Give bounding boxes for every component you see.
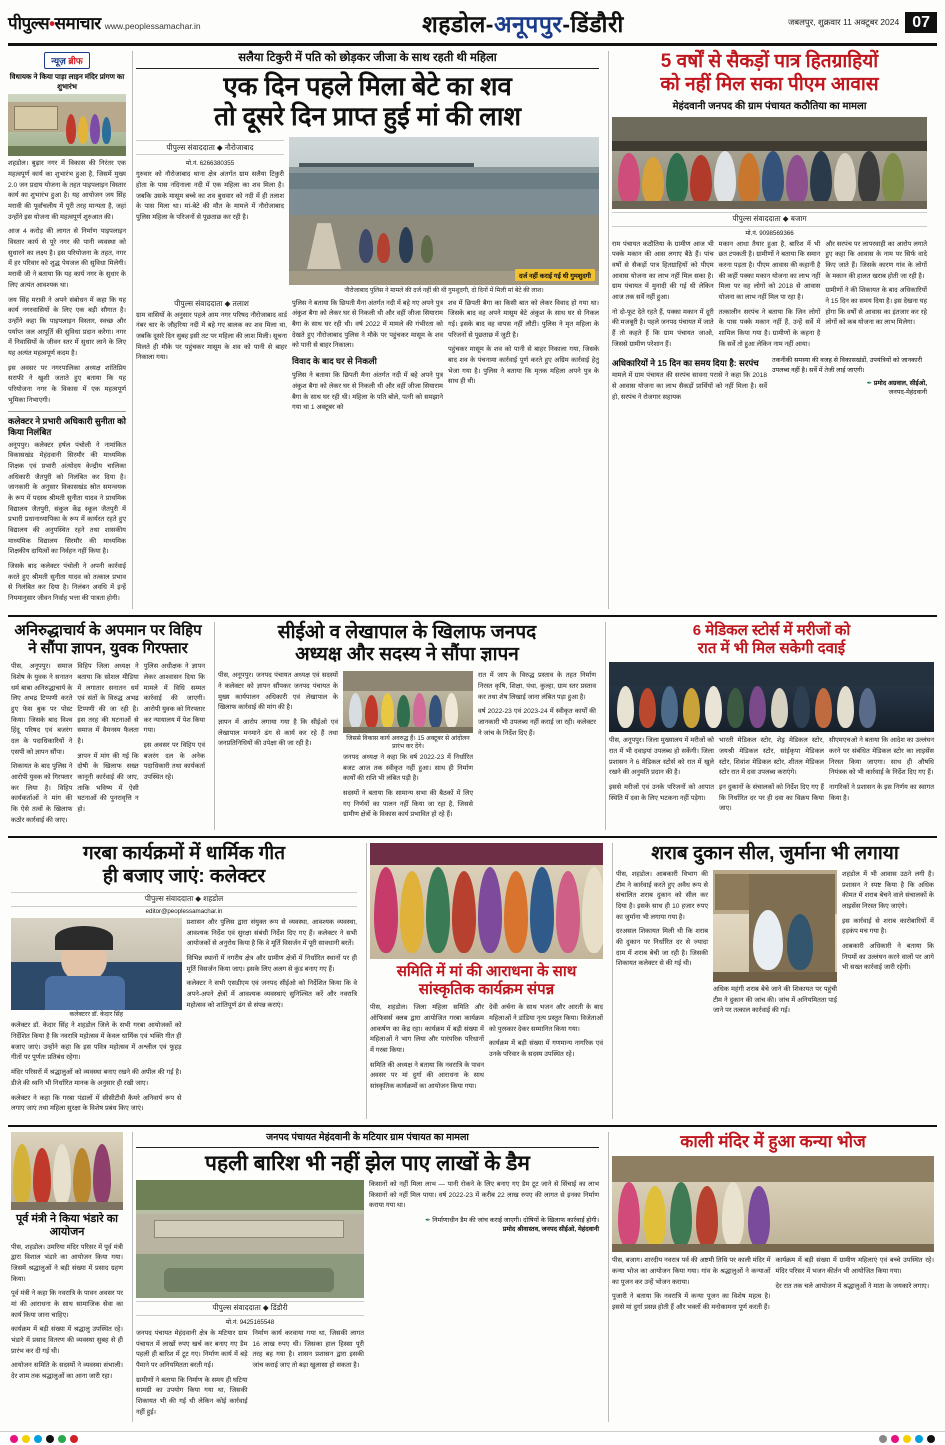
third-band xyxy=(8,843,937,1119)
page-number: 07 xyxy=(905,12,937,34)
news-brief-badge xyxy=(44,52,90,69)
dam-para: निर्माण कार्य करवाया गया था, जिसकी लागत 16 लाख रुपए थी। जिसका हाल हिस्सा पूरी तरह बह गया है। शासन प्रशासन द्वारा इसकी जांच कराई जाए तो बड़ा खुलासा हो सकता है। xyxy=(252,1329,364,1369)
registration-dot-yellow-2 xyxy=(903,1435,911,1443)
dam-mobile: मो.नं. 9425165548 xyxy=(225,1318,275,1326)
lead-para: पहुंचकर मासूम के शव को पानी से बाहर निकाला गया, जिसके बाद शव के पंचनामा कार्रवाई पूर्ण करते हुए अग्रिम कार्रवाई हेतु भेजा गया है। पुलिस ने बताया कि मृतक महिला अपने पुत्र के साथ ही थी। xyxy=(448,346,599,386)
garba-headline-2: ही बजाए जाएं: कलेक्टर xyxy=(102,866,266,888)
sharab-col-2 xyxy=(713,985,837,1017)
vihip-headline-1: अनिरुद्धाचार्य के अपमान पर विहिप xyxy=(14,621,202,639)
medical-para: पीस, अनूपपुर। जिला मुख्यालय में मरीजों को रात में भी दवाइयां उपलब्ध हो सकेंगी। जिला प्रशासन ने 6 मेडिकल स्टोर्स को रात में खुले रखने की अनुमति प्रदान की है। xyxy=(609,737,714,777)
sharab-col-1 xyxy=(616,870,708,1021)
garba-col-1 xyxy=(11,1021,182,1114)
sharab-col-3 xyxy=(842,870,934,1021)
garba-para: कलेक्टर ने सभी एसडीएम एवं जनपद सीईओ को निर्देशित किया कि वे अपने-अपने क्षेत्रों में आवश्यक व्यवस्थाएं सुनिश्चित करें और नवरात्रि महोत्सव को शांतिपूर्ण ढंग से संपन्न कराएं। xyxy=(186,980,357,1009)
garba-para: विभिन्न स्थानों में नगरीय क्षेत्र और ग्रामीण क्षेत्रों में निर्धारित स्थानों पर ही मूर्ति विसर्जन किया जाए। इसके लिए अलग से कुंड बनाए गए हैं। xyxy=(186,954,357,973)
kali-para: देर रात तक चले आयोजन में श्रद्धालुओं ने माता के जयकारे लगाए। xyxy=(775,1282,930,1290)
medical-col-1 xyxy=(609,736,714,819)
logo-dot: • xyxy=(49,14,55,33)
vihip-col-2 xyxy=(77,662,138,830)
pm-awas-para: और सरपंच पर लापरवाही का आरोप लगाते हुए कहा कि आवास के नाम पर सिर्फ वादे किए जाते हैं। जिसके कारण गांव के लोगों के मकान की हालत खराब होती जा रही है। xyxy=(825,240,928,280)
pm-awas-sub-body xyxy=(612,371,767,403)
bhandara-headline: पूर्व मंत्री ने किया भंडारे का आयोजन xyxy=(15,1212,119,1239)
story-sharab xyxy=(612,843,937,1119)
lead-mobile: मो.नं. 6266380355 xyxy=(185,160,235,168)
registration-dot-green xyxy=(58,1435,66,1443)
brief-para: जय सिंह मरावी ने अपने संबोधन में कहा कि यह कार्य नगरवासियों के लिए एक बड़ी सौगात है। उन्होंने कहा कि पाइपलाइन विस्तार, स्वच्छ और पर्याप्त जल आपूर्ति की सुविधा प्रदान करेगा। नगर में निवासियों के जीवन स्तर में सुधार लाने के लिए यह अत्यंत महत्वपूर्ण कदम है। xyxy=(8,296,126,357)
garba-headline-1: गरबा कार्यक्रमों में धार्मिक गीत xyxy=(82,843,286,865)
lead-byline-text: पीपुल्स संवाददाता ◆ नौरोजाबाद xyxy=(166,142,254,152)
story-pm-awas xyxy=(608,51,930,609)
vihip-headline-2: ने सौंपा ज्ञापन, युवक गिरफ्तार xyxy=(28,639,188,657)
registration-dot-magenta-2 xyxy=(891,1435,899,1443)
ceo-photo-caption: जिससे विकास कार्य अवरुद्ध हैं। 15 अक्टूबर से आंदोलन प्रारंभ कर देंगे। xyxy=(346,734,470,750)
lead-headline-line1: एक दिन पहले मिला बेटे का शव xyxy=(223,71,512,102)
sharab-para: आबकारी अधिकारी ने बताया कि नियमों का उल्लंघन करने वालों पर आगे भी सख्त कार्रवाई जारी रहेगी। xyxy=(842,943,934,972)
garba-para: प्रशासन और पुलिस द्वारा संयुक्त रूप से व्यवस्था, आवश्यक व्यवस्था, आवश्यक निर्देश एवं सुरक्षा संबंधी निर्देश दिए गए हैं। कलेक्टर ने सभी आयोजकों से अनुरोध किया है कि वे मूर्ति विसर्जन में पूरी सावधानी बरतें। xyxy=(186,918,357,948)
pm-awas-byline-text: पीपुल्स संवाददाता ◆ बजाग xyxy=(732,214,807,224)
lead-para: पुलिस ने बताया कि छिपती मैना अंतर्गत नदी में बहे गए अपने पुत्र अंकुश बैगा को लेकर घर से निकली थी और वहीं जीजा सियाराम बैगा के साथ घर रही थी। वर्ष 2022 में मामले की गंभीरता को देखते हुए नौरोजाबाद पुलिस ने मौके पर पहुंचकर मासूम के शव को पानी से बाहर निकाला। xyxy=(292,299,443,350)
dam-byline xyxy=(136,1301,364,1316)
bhandara-para: पीस, शहडोल। उमरिया मंदिर परिसर में पूर्व मंत्री द्वारा विशाल भंडारे का आयोजन किया गया। जिसमें श्रद्धालुओं ने बड़ी संख्या में प्रसाद ग्रहण किया। xyxy=(11,1243,123,1283)
ceo-headline-2: अध्यक्ष और सदस्य ने सौंपा ज्ञापन xyxy=(295,644,519,666)
dateline: जबलपुर, शुक्रवार 11 अक्टूबर 2024 xyxy=(787,17,900,27)
lead-photo-badge: दर्ज नहीं कराई गई थी गुमशुदगी xyxy=(515,269,595,281)
vihip-col-3 xyxy=(144,662,205,830)
dam-quote-attrib: प्रमोद श्रीवास्तव, जनपद सीईओ, मेहंदवानी xyxy=(502,1226,599,1234)
story-ceo xyxy=(214,622,599,831)
dam-quote-text: निर्माणाधीन डैम की जांच कराई जाएगी। दोषियों के खिलाफ कार्रवाई होगी। xyxy=(432,1216,599,1224)
medical-col-2 xyxy=(719,736,824,819)
kali-col-2 xyxy=(776,1256,935,1317)
masthead-left xyxy=(8,11,258,34)
registration-dot-magenta xyxy=(10,1435,18,1443)
ceo-para: सदस्यों ने बताया कि सामान्य सभा की बैठकों में लिए गए निर्णयों का पालन नहीं किया जा रहा है, जिससे ग्रामीण क्षेत्रों के विकास कार्य प्रभावित हो रहे हैं। xyxy=(343,789,473,819)
pm-awas-col-1 xyxy=(612,240,714,355)
dam-para: ग्रामीणों ने बताया कि निर्माण के समय ही घटिया सामग्री का उपयोग किया गया था, जिसकी शिकायत भी की गई थी लेकिन कोई कार्रवाई नहीं हुई। xyxy=(136,1376,248,1416)
lead-byline-2: पीपुल्स संवाददाता ◆ तलाश xyxy=(174,298,249,308)
vihip-para: पुलिस अधीक्षक ने ज्ञापन लेकर आश्वासन दिया कि मामले में विधि सम्मत कार्रवाई की जाएगी। आरोपी युवक को गिरफ्तार कर न्यायालय में पेश किया गया। xyxy=(143,663,205,735)
lead-para: गुरुवार को नौरोजाबाद थाना क्षेत्र अंतर्गत ग्राम सलैया टिकुरी होता के पास नदिनाला नदी में एक महिला का शव मिला है। जबकि उसके मासूम बच्चे का शव बुधवार को नदी में ही तलाश के पास मिला था। मां-बेटे की मौत के मामले में नौरोजाबाद पुलिस महिला के परिजनों से पूछताछ कर रही है। xyxy=(136,171,284,221)
story-samiti xyxy=(366,843,606,1119)
pen-icon: ✒ xyxy=(425,1216,431,1224)
story-medical xyxy=(605,622,937,831)
pm-awas-para: नो दो-फूट देते रहते हैं, पक्का मकान में दूरी की मजबूरी है। पहले जनपद पंचायत में जाते हैं तो कहते हैं कि ग्राम पंचायत जाओ, जिससे ग्रामीण परेशान हैं। xyxy=(612,308,714,348)
pm-awas-headline-2: को नहीं मिल सका पीएम आवास xyxy=(660,73,879,95)
garba-photo-caption: कलेक्टरर डॉ. केदार सिंह xyxy=(69,1011,124,1019)
dam-col-1 xyxy=(136,1329,248,1422)
dam-byline-text: पीपुल्स संवाददाता ◆ डिंडौरी xyxy=(212,1303,288,1313)
garba-byline-text: पीपुल्स संवाददाता ◆ शहडोल xyxy=(144,894,224,904)
ceo-photo xyxy=(343,671,473,733)
medical-headline-2: रात में भी मिल सकेगी दवाई xyxy=(697,639,846,657)
samiti-headline-1: समिति में मां की आराधना के साथ xyxy=(396,962,577,980)
logo-samachar: समाचार xyxy=(54,14,101,33)
lead-photo-caption: नौरोजाबाद पुलिस ने मामले की दर्ज नहीं की थी गुमशुदगी, दो दिनों में मिली मां बेटे की लाश। xyxy=(344,286,544,294)
website-url[interactable]: www.peoplessamachar.in xyxy=(104,21,201,31)
pm-awas-sign-name: प्रमोद अग्रवाल, सीईओ, xyxy=(873,379,927,387)
garba-para: मंदिर परिसरों में श्रद्धालुओं को व्यवस्था बनाए रखने की अपील की गई है। डीजे की ध्वनि भी निर्धारित मानक के अनुसार ही रखी जाए। xyxy=(11,1069,182,1087)
pm-awas-mobile: मो.नं. 9098569366 xyxy=(745,229,794,237)
sharab-para: अधिक महंगी शराब बेचे जाने की शिकायत पर पहुंची टीम ने दुकान की जांच की। जांच में अनियमितता पाई जाने पर तत्काल कार्रवाई की गई। xyxy=(713,986,837,1015)
pm-awas-para: तत्कालीन सरपंच ने बताया कि जिन लोगों के पास पक्के मकान नहीं हैं, उन्हें सर्वे में शामिल किया गया है। ग्रामीणों के कहना है कि सर्वे तो हुआ लेकिन नाम नहीं आया। xyxy=(718,308,821,348)
masthead-right xyxy=(788,12,937,34)
samiti-headline-2: सांस्कृतिक कार्यक्रम संपन्न xyxy=(418,981,555,999)
ceo-col-3 xyxy=(478,671,596,825)
brief-sub-para: अनूपपुर। कलेक्टर हर्षल पंचोली ने नामांकित विकासखंड मेहंदवानी सिरमौर की माध्यमिक शिक्षक एवं प्रभारी अंत्योदय केन्द्रीय चालिका अधिकारी जैतपुरी को निलंबित कर दिया है। जानकारी के अनुसार विकासखंड स्रोत समन्वयक के रूप में पदस्थ श्रीमती सुनीता यादव ने प्राथमिक विद्यालय जैतपुरी, संकुल केंद्र स्कूल जैतपुरी में प्रभारी प्रधानाध्यापिका के रूप में कार्यरत रहते हुए विद्यालय की अनुपस्थित रहने तथा शासकीय माध्यमिक विद्यालय सिरमौर की माध्यमिक शिक्षकीय दायित्वों का निर्वहन नहीं किया है। xyxy=(8,441,126,556)
edition-part-1: शहडोल- xyxy=(422,10,494,37)
lead-col1 xyxy=(136,170,284,223)
story-vihip xyxy=(8,622,208,831)
garba-email[interactable]: editor@peoplessamachar.in xyxy=(145,907,223,915)
pm-awas-para: ग्रामीणों ने की शिकायत के बाद अधिकारियों ने 15 दिन का समय दिया है। इस देखना यह होगा कि वर्षों से आवास का इंतजार कर रहे लोगों को कब योजना का लाभ मिलेगा। xyxy=(825,287,928,327)
kali-para: पुजारी ने बताया कि नवरात्रि में कन्या पूजन का विशेष महत्व है। इससे मां दुर्गा प्रसन्न होती हैं और भक्तों की मनोकामना पूर्ण करती हैं। xyxy=(612,1293,771,1311)
registration-dot-gray xyxy=(879,1435,887,1443)
pm-awas-subhead: मेहंदवानी जनपद की ग्राम पंचायत कठौतिया का मामला xyxy=(672,100,867,112)
pm-awas-col-3 xyxy=(825,240,927,355)
samiti-col-1 xyxy=(370,1003,484,1096)
pm-awas-quote: तकनीकी समस्या की वजह से विकासखंडों, उपयंत्रियों को जानकारी उपलब्ध नहीं है। सर्वे में तेजी लाई जाएगी। xyxy=(772,357,922,374)
badge-brief-label: ब्रीफ xyxy=(68,56,83,66)
pm-awas-headline-1: 5 वर्षों से सैकड़ों पात्र हितग्राहियों xyxy=(660,51,879,72)
pm-awas-quote-attrib xyxy=(772,379,927,398)
kali-photo xyxy=(612,1156,934,1252)
medical-para: भारती मेडिकल स्टोर, शेड्र मेडिकल स्टोर, जयश्री मेडिकल स्टोर, सांईकृपा मेडिकल स्टोर, शिवांश मेडिकल स्टोर, शीतल मेडिकल स्टोर रात में दवा उपलब्ध कराएंगे। xyxy=(719,737,824,777)
masthead xyxy=(8,6,937,46)
brief-sub-para: जिसके बाद कलेक्टर पंचोली ने अपनी कार्रवाई करते हुए श्रीमती सुनीता यादव को तत्काल प्रभाव से निलंबित कर दिया है। निलंबन अवधि में इन्हें नियमानुसार जीवन निर्वाह भत्ता की पात्रता होगी। xyxy=(8,562,126,602)
ceo-para: रात में जाप के विरुद्ध प्रस्ताव के तहत निर्माण निरस्त कृषि, शिक्षा, पंथा, कुल्हा, ग्राम स्तर प्रस्ताव कर तथा शेष लिखाई जाना लंबित पड़ा हुआ है। xyxy=(478,672,596,701)
kali-para: कार्यक्रम में बड़ी संख्या में ग्रामीण महिलाएं एवं बच्चे उपस्थित रहे। मंदिर परिसर में भजन कीर्तन भी आयोजित किया गया। xyxy=(775,1257,934,1275)
registration-dot-red xyxy=(70,1435,78,1443)
registration-dot-yellow xyxy=(22,1435,30,1443)
samiti-photo xyxy=(370,843,603,959)
bhandara-para: कार्यक्रम में बड़ी संख्या में श्रद्धालु उपस्थित रहे। भंडारे में प्रसाद वितरण की व्यवस्था सुबह से ही प्रारंभ कर दी गई थी। xyxy=(11,1326,123,1355)
registration-dot-black xyxy=(46,1435,54,1443)
vihip-col-1 xyxy=(11,662,72,830)
sharab-para: शहडोल में भी आवास उठने लगी है। प्रशासन ने स्पष्ट किया है कि अधिक कीमत में शराब बेचने वाले संचालकों के लाइसेंस निरस्त किए जाएंगे। xyxy=(842,871,934,911)
lead-col-a xyxy=(136,311,287,364)
garba-byline xyxy=(11,892,357,907)
sharab-para: इस कार्रवाई से शराब कारोबारियों में हड़कंप मच गया है। xyxy=(842,917,934,936)
lead-kicker: सलैया टिकुरी में पति को छोड़कर जीजा के साथ रहती थी महिला xyxy=(136,51,599,69)
dam-col-3 xyxy=(369,1180,599,1212)
pm-awas-sub-para: मामले में ग्राम पंचायत की सरपंच सावना परासे ने कहा कि 2018 से आवास योजना का लाभ सैकड़ों प्रार्थियों को नहीं मिला है। सर्वे हो, सरपंच ने रोजगार सहायक xyxy=(612,372,767,401)
samiti-para: कार्यक्रम में बड़ी संख्या में गणमान्य नागरिक एवं उनके परिवार के सदस्य उपस्थित रहे। xyxy=(489,1040,603,1059)
brief-para: इस अवसर पर नगरपालिका अध्यक्ष शांतिप्रिय सराफी ने खुशी जताते हुए बताया कि यह परियोजना नगर के विकास में एक महत्वपूर्ण भूमिका निभाएगी। xyxy=(8,364,126,404)
news-brief-body xyxy=(8,159,126,406)
lead-para: ग्राम वासियों के अनुसार पहले आम नगर परिषद नौरोजाबाद वार्ड नंबर चार के जौहरिया नदी में बहे गए बालक का शव मिला था, जबकि दूसरे दिन सुबह इसी तट पर महिला की लाश मिली। सूचना मिलते ही मौके पर पहुंचकर मासूम के शव को पानी से बाहर निकाला गया। xyxy=(136,311,287,362)
medical-para: इससे मरीजों एवं उनके परिजनों को आपात स्थिति में दवा के लिए भटकना नहीं पड़ेगा। xyxy=(609,783,714,802)
pm-awas-byline xyxy=(612,212,927,227)
medical-photo xyxy=(609,662,934,732)
lead-para: पुलिस ने बताया कि छिपती मैना अंतर्गत नदी में बहे अपने पुत्र अंकुश बैगा को लेकर घर से निकली थी और वहीं जीजा सियाराम बैगा के साथ घर रही थी। महिला के पति बोले, पत्नी को समझाने गया था 1 अक्टूबर को xyxy=(292,372,443,412)
samiti-para: देवी अर्चना के साथ भजन और आरती के बाद महिलाओं ने डांडिया नृत्य प्रस्तुत किया। विजेताओं को पुरस्कार देकर सम्मानित किया गया। xyxy=(489,1004,603,1033)
samiti-para: पीस, शहडोल। जिला महिला समिति और ऑफिसर्स क्लब द्वारा आयोजित गरबा कार्यक्रम आकर्षण का केंद्र रहा। कार्यक्रम में बड़ी संख्या में महिलाओं ने भाग लिया और पारंपरिक परिधानों में गरबा किया। xyxy=(370,1004,484,1055)
dam-photo xyxy=(136,1180,364,1298)
ceo-para: जनपद अध्यक्ष ने कहा कि वर्ष 2022-23 में निर्धारित बजट आज तक स्वीकृत नहीं हुआ। साथ ही निर्माण कार्यों की राशि भी लंबित पड़ी है। xyxy=(343,753,473,783)
kali-headline: काली मंदिर में हुआ कन्या भोज xyxy=(680,1131,866,1151)
brief-para: शहडोल। बुढ़ार नगर में विकास की निरंतर एक महत्वपूर्ण कार्य का शुभारंभ हुआ है, जिसमें मुख्य 2.0 जन प्रदाय योजना के तहत पाइपलाइन विस्तार कार्य का शुभारंभ हुआ है। यह आयोजन जय सिंह मरावी की पूर्वांचलीय में पूरी तरह मान्यता है, जहां उन्होंने इस योजना की महत्वपूर्ण शुरुआत की। xyxy=(8,160,126,221)
ceo-para: पीस, अनूपपुर। जनपद पंचायत अध्यक्ष एवं सदस्यों ने कलेक्टर को ज्ञापन सौंपकर जनपद पंचायत के मुख्य कार्यपालन अधिकारी एवं लेखापाल के खिलाफ कार्रवाई की मांग की है। xyxy=(218,672,338,712)
dam-headline: पहली बारिश भी नहीं झेल पाए लाखों के डैम xyxy=(205,1151,530,1175)
edition-part-3: -डिंडौरी xyxy=(562,10,624,37)
registration-dot-black-2 xyxy=(927,1435,935,1443)
lead-photo xyxy=(289,137,599,285)
ceo-para: ज्ञापन में आरोप लगाया गया है कि सीईओ एवं लेखापाल मनमाने ढंग से कार्य कर रहे हैं तथा जनप्रतिनिधियों की उपेक्षा की जा रही है। xyxy=(218,718,338,748)
pen-icon: ✒ xyxy=(866,379,872,387)
samiti-col-2 xyxy=(489,1003,603,1096)
lead-para: शव में छिपती बैगा का किसी बात को लेकर विवाद हो गया था। जिसके बाद वह अपने मासूम बेटे अंकुश के साथ घर से निकल गई। इसके बाद वह वापस नहीं लौटी। पुलिस ने मृत महिला के परिजनों से पूछताछ में जुटी है। xyxy=(448,299,599,339)
registration-dot-cyan-2 xyxy=(915,1435,923,1443)
vihip-para: इस अवसर पर विहिप एवं बजरंग दल के अनेक पदाधिकारी तथा कार्यकर्ता उपस्थित रहे। xyxy=(143,741,205,781)
pm-awas-photo xyxy=(612,117,927,209)
sharab-para: दरअसल शिकायत मिली थी कि शराब की दुकान पर निर्धारित दर से ज्यादा दाम में शराब बेची जा रही है। जिसकी शिकायत कलेक्टर से की गई थी। xyxy=(616,928,708,968)
ceo-col-2 xyxy=(343,753,473,821)
dam-para: जनपद पंचायत मेहंदवानी क्षेत्र के मटियार ग्राम पंचायत में लाखों रुपए खर्च कर बनाए गए डैम पहली ही बारिश में टूट गए। निर्माण कार्य में बड़े पैमाने पर अनियमितता बरती गई। xyxy=(136,1329,248,1369)
lead-headline-line2: तो दूसरे दिन प्राप्त हुई मां की लाश xyxy=(214,101,521,132)
lead-col-c xyxy=(448,299,599,388)
news-brief-photo xyxy=(8,94,126,156)
kali-col-1 xyxy=(612,1256,771,1317)
garba-para: कलेक्टर ने कहा कि गरबा पंडालों में सीसीटीवी कैमरे अनिवार्य रूप से लगाए जाएं तथा महिला सुरक्षा के विशेष प्रबंध किए जाएं। xyxy=(11,1094,182,1113)
ceo-para: वर्ष 2022-23 एवं 2023-24 में स्वीकृत कार्यों की जानकारी भी उपलब्ध नहीं कराई जा रही। कलेक्टर ने जांच के निर्देश दिए हैं। xyxy=(478,708,596,737)
bhandara-para: पूर्व मंत्री ने कहा कि नवरात्रि के पावन अवसर पर मां की आराधना के साथ सामाजिक सेवा का कार्य किया जाना चाहिए। xyxy=(11,1290,123,1319)
medical-para: सीएमएचओ ने बताया कि आदेश का उल्लंघन करने पर संबंधित मेडिकल स्टोर का लाइसेंस निरस्त किया जाएगा। साथ ही औषधि नियंत्रक को भी कार्रवाई के निर्देश दिए गए हैं। xyxy=(829,737,934,777)
ceo-col-1 xyxy=(218,671,338,825)
garba-col-2 xyxy=(187,918,358,1119)
pm-awas-para: राम पंचायत कठौतिया के ग्रामीण आज भी पक्के मकान की आस लगाए बैठे हैं। पांच वर्षों से सैकड़ों पात्र हितग्राहियों को पीएम आवास योजना का लाभ नहीं मिल सका है। ग्राम पंचायत में मुनादी की गई थी लेकिन आज तक सर्वे नहीं हुआ। xyxy=(612,240,714,301)
pm-awas-para: मकान आधा तैयार हुआ है, बारिश में भी छत टपकती है। ग्रामीणों ने बताया कि समान करना पड़ता है। पीएम आवास की कहानी है की कहीं पक्का मकान योजना का लाभ नहीं मिला पर वह लोगों को 2018 से आवास योजना का लाभ नहीं मिल पा रहा है। xyxy=(718,240,821,301)
brief-sub-headline: कलेक्टर ने प्रभारी अधिकारी सुनीता को किया निलंबित xyxy=(8,416,126,438)
lead-sub-head: विवाद के बाद घर से निकली xyxy=(292,356,377,367)
edition-part-2: अनूपपुर xyxy=(493,10,563,37)
lead-col-b xyxy=(292,299,443,414)
registration-dot-cyan xyxy=(34,1435,42,1443)
pm-awas-col-2 xyxy=(719,240,821,355)
medical-headline-1: 6 मेडिकल स्टोर्स में मरीजों को xyxy=(692,621,851,639)
sharab-photo xyxy=(713,870,837,982)
news-brief-title: विधायक ने किया पाड़ा लाइन मंदिर प्रांगण का शुभारंभ xyxy=(9,72,125,91)
garba-photo xyxy=(11,918,182,1010)
vihip-para: विहिप जिला अध्यक्ष ने बताया कि सोशल मीडिया में लगातार सनातन धर्म एवं संतों के विरुद्ध अभद्र टिप्पणी की जा रही है। इस तरह की घटनाओं से समाज में वैमनस्य फैलता है। xyxy=(77,663,139,745)
brief-sub-body xyxy=(8,441,126,605)
bhandara-photo xyxy=(11,1132,123,1210)
sharab-headline: शराब दुकान सील, जुर्माना भी लगाया xyxy=(651,843,899,865)
dam-para: किसानों को नहीं मिला लाभ — पानी रोकने के लिए बनाए गए डैम टूट जाने से सिंचाई का लाभ किसानों को नहीं मिल पाया। वर्ष 2022-23 में करीब 22 लाख रुपए की लागत से इनका निर्माण कराया गया था। xyxy=(369,1180,599,1210)
story-dam xyxy=(132,1132,602,1422)
dam-kicker: जनपद पंचायत मेहंदवानी के मटियार ग्राम पंचायत का मामला xyxy=(136,1132,599,1148)
logo-people: पीपुल्स xyxy=(8,14,50,33)
samiti-para: समिति की अध्यक्ष ने बताया कि नवरात्रि के पावन अवसर पर मां दुर्गा की आराधना के साथ सांस्कृतिक कार्यक्रमों का आयोजन किया गया। xyxy=(370,1061,484,1091)
kali-para: पीस, बजाग। शारदीय नवरात्र पर्व की अष्टमी तिथि पर काली मंदिर में कन्या भोज का आयोजन किया गया। गांव के श्रद्धालुओं ने कन्याओं का पूजन कर उन्हें भोजन कराया। xyxy=(612,1257,771,1286)
publication-logo xyxy=(8,11,101,34)
color-registration-bar xyxy=(0,1431,945,1445)
medical-col-3 xyxy=(829,736,934,819)
garba-para: कलेक्टर डॉ. केदार सिंह ने शहडोल जिले के सभी गरबा आयोजकों को निर्देशित किया है कि नवरात्रि महोत्सव में केवल धार्मिक एवं भक्ति गीत ही बजाए जाएं। उन्होंने कहा कि इस पवित्र महोत्सव में अश्लील एवं फूहड़ गीतों पर पूर्णतः प्रतिबंध रहेगा। xyxy=(11,1022,182,1062)
bhandara-para: आयोजन समिति के सदस्यों ने व्यवस्था संभाली। देर शाम तक श्रद्धालुओं का आना जारी रहा। xyxy=(11,1362,123,1381)
edition-title xyxy=(258,7,788,39)
ceo-headline-1: सीईओ व लेखापाल के खिलाफ जनपद xyxy=(277,621,537,643)
vihip-para: शिकायत के बाद पुलिस ने आरोपी युवक को गिरफ्तार कर लिया है। विहिप कार्यकर्ताओं ने मांग की कि ऐसे तत्वों के खिलाफ कठोर कार्रवाई की जाए। xyxy=(11,763,73,824)
sharab-para: पीस, शहडोल। आबकारी विभाग की टीम ने कार्रवाई करते हुए अवैध रूप से संचालित शराब दुकान को सील कर दिया है। इसके साथ ही 10 हजार रुपए का जुर्माना भी लगाया गया है। xyxy=(616,871,708,921)
vihip-para: पीस, अनूपपुर। समाज विशेष के युवक ने सनातन धर्म बाबा अनिरुद्धाचार्य के लिए अभद्र टिप्पणी करते हुए फेस बुक पर पोस्ट किया। जिसके बाद विश्व हिंदू परिषद एवं बजरंग दल के पदाधिकारियों ने एसपी को ज्ञापन सौंपा। xyxy=(11,663,73,756)
second-band xyxy=(8,622,937,831)
story-bhandara xyxy=(8,1132,126,1422)
dam-col-2 xyxy=(253,1329,365,1422)
lead-byline xyxy=(136,140,284,155)
badge-news-label: न्यूज़ xyxy=(51,56,66,66)
medical-para: इन दुकानों के संचालकों को निर्देश दिए गए हैं कि निर्धारित दर पर ही दवा का विक्रय किया जाए। xyxy=(719,783,824,813)
news-brief-column xyxy=(8,51,126,609)
fourth-band xyxy=(8,1132,937,1422)
pm-awas-sub-headline: अधिकारियों ने 15 दिन का समय दिया है: सरपंच xyxy=(612,358,759,369)
story-kali xyxy=(608,1132,937,1422)
story-garba xyxy=(8,843,360,1119)
top-band xyxy=(8,51,937,609)
lead-story xyxy=(132,51,602,609)
bhandara-body xyxy=(11,1243,123,1383)
pm-awas-sign-desg: जनपद-मेहंदवानी xyxy=(888,388,927,396)
medical-para: नागरिकों ने प्रशासन के इस निर्णय का स्वागत किया है। xyxy=(829,783,934,802)
vihip-para: ज्ञापन में मांग की गई कि दोषी के खिलाफ सख्त कानूनी कार्रवाई की जाए, ताकि भविष्य में ऐसी घटनाओं की पुनरावृत्ति न हो। xyxy=(77,752,139,813)
dam-quote xyxy=(369,1216,599,1235)
brief-para: आज 4 करोड़ की लागत से निर्माण पाइपलाइन विस्तार कार्य से पूरे नगर की पानी व्यवस्था को सुधारने का लक्ष्य है। इस परियोजना के तहत, नगर में हर परिवार को शुद्ध पेयजल की सुविधा मिलेगी। मरावी जी ने बताया कि यह कार्य नगर के सुधार के लिए अत्यंत आवश्यक था। xyxy=(8,228,126,289)
